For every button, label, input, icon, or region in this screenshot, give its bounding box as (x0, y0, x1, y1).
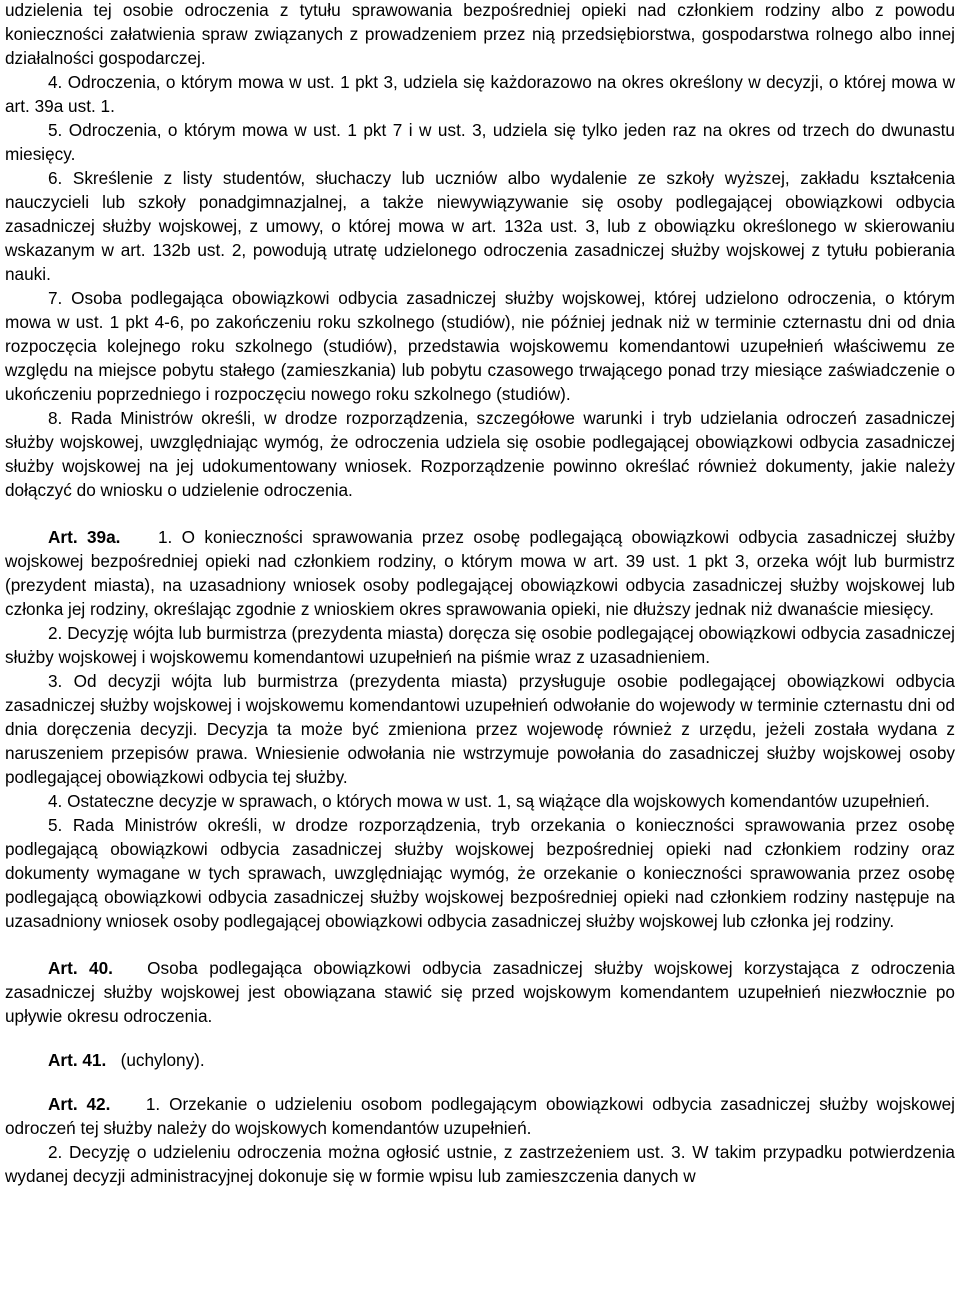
paragraph: 5. Rada Ministrów określi, w drodze rozporządzenia, tryb orzekania o konieczności sprawowania przez osobę podlegającą obowiązkowi odbycia zasadniczej służby wojskowej bezpośredniej opieki nad członkiem rodziny oraz dokumenty wymagane w tych sprawach, uwzględniając wymóg, że orzekanie o konieczności sprawowania przez osobę podlegającą obowiązkowi odbycia zasadniczej służby wojskowej bezpośredniej opieki nad członkiem rodziny następuje na uzasadniony wniosek osoby podlegającej obowiązkowi odbycia zasadniczej służby wojskowej lub członka jej rodziny. (5, 815, 955, 931)
paragraph: 3. Od decyzji wójta lub burmistrza (prezydenta miasta) przysługuje osobie podlegającej obowiązkowi odbycia zasadniczej służby wojskowej i wojskowemu komendantowi uzupełnień odwołanie do wojewody w terminie czternastu dni od dnia doręczenia decyzji. Decyzja ta może być zmieniona przez wojewodę również z urzędu, jeżeli została wydana z naruszeniem przepisów prawa. Wniesienie odwołania nie wstrzymuje powołania do zasadniczej służby wojskowej osoby podlegającej obowiązkowi odbycia tej służby. (5, 671, 955, 787)
article-40 (5, 956, 955, 1028)
article-40-heading: Art. 40. (48, 958, 113, 978)
paragraph: 6. Skreślenie z listy studentów, słuchaczy lub uczniów albo wydalenie ze szkoły wyższej, zakładu kształcenia nauczycieli lub szkoły ponadgimnazjalnej, a także niewywiązywanie się osoby podlegającej obowiązkowi odbycia zasadniczej służby wojskowej, z umowy, o której mowa w art. 132a ust. 3, lub z obowiązku określonego w skierowaniu wskazanym w art. 132b ust. 2, powodują utratę udzielonego odroczenia zasadniczej służby wojskowej z tytułu pobierania nauki. (5, 168, 955, 284)
article-39a-heading: Art. 39a. (48, 527, 121, 547)
paragraph: 5. Odroczenia, o którym mowa w ust. 1 pkt 7 i w ust. 3, udziela się tylko jeden raz na okres od trzech do dwunastu miesięcy. (5, 120, 955, 164)
paragraph: 2. Decyzję o udzieleniu odroczenia można ogłosić ustnie, z zastrzeżeniem ust. 3. W takim przypadku potwierdzenia wydanej decyzji administracyjnej dokonuje się w formie wpisu lub zamieszczenia danych w (5, 1142, 955, 1186)
paragraph: udzielenia tej osobie odroczenia z tytułu sprawowania bezpośredniej opieki nad członkiem rodziny albo z powodu konieczności załatwienia spraw związanych z prowadzeniem przez nią przedsiębiorstwa, gospodarstwa rolnego albo innej działalności gospodarczej. (5, 0, 955, 68)
paragraph: 4. Ostateczne decyzje w sprawach, o których mowa w ust. 1, są wiążące dla wojskowych komendantów uzupełnień. (48, 791, 930, 811)
article-39a-paragraph-1 (5, 525, 955, 621)
article-41 (5, 1048, 955, 1072)
article-text: 1. Orzekanie o udzieleniu osobom podlegającym obowiązkowi odbycia zasadniczej służby wojskowej odroczeń tej służby należy do wojskowych komendantów uzupełnień. (5, 1094, 955, 1138)
paragraph: 4. Odroczenia, o którym mowa w ust. 1 pkt 3, udziela się każdorazowo na okres określony w decyzji, o której mowa w art. 39a ust. 1. (5, 72, 955, 116)
paragraph: 2. Decyzję wójta lub burmistrza (prezydenta miasta) doręcza się osobie podlegającej obowiązkowi odbycia zasadniczej służby wojskowej i wojskowemu komendantowi uzupełnień na piśmie wraz z uzasadnieniem. (5, 623, 955, 667)
document-page (5, 0, 955, 1188)
article-text: (uchylony). (120, 1050, 205, 1070)
article-42-paragraph-1 (5, 1092, 955, 1140)
article-42-heading: Art. 42. (48, 1094, 111, 1114)
article-41-heading: Art. 41. (48, 1050, 107, 1070)
article-text: Osoba podlegająca obowiązkowi odbycia zasadniczej służby wojskowej korzystająca z odroczenia zasadniczej służby wojskowej jest obowiązana stawić się przed wojskowym komendantem uzupełnień niezwłocznie po upływie okresu odroczenia. (5, 958, 955, 1026)
paragraph: 8. Rada Ministrów określi, w drodze rozporządzenia, szczegółowe warunki i tryb udzielania odroczeń zasadniczej służby wojskowej, uwzględniając wymóg, że odroczenia udziela się osobie podlegającej obowiązkowi odbycia zasadniczej służby wojskowej na jej udokumentowany wniosek. Rozporządzenie powinno określać również dokumenty, jakie należy dołączyć do wniosku o udzielenie odroczenia. (5, 408, 955, 500)
paragraph: 7. Osoba podlegająca obowiązkowi odbycia zasadniczej służby wojskowej, której udzielono odroczenia, o którym mowa w ust. 1 pkt 4-6, po zakończeniu roku szkolnego (studiów), nie później jednak niż w terminie czternastu dni od dnia rozpoczęcia kolejnego roku szkolnego (studiów), przedstawia wojskowemu komendantowi uzupełnień właściwemu ze względu na miejsce pobytu stałego (zamieszkania) lub pobytu czasowego trwającego ponad trzy miesiące zaświadczenie o ukończeniu poprzedniego i rozpoczęciu nowego roku szkolnego (studiów). (5, 288, 955, 404)
article-text: 1. O konieczności sprawowania przez osobę podlegającą obowiązkowi odbycia zasadniczej służby wojskowej bezpośredniej opieki nad członkiem rodziny, o którym mowa w art. 39 ust. 1 pkt 3, orzeka wójt lub burmistrz (prezydent miasta), na uzasadniony wniosek osoby podlegającej obowiązkowi odbycia zasadniczej służby wojskowej lub członka jej rodziny, określając zgodnie z wnioskiem okres sprawowania opieki, nie dłuższy jednak niż dwanaście miesięcy. (5, 527, 955, 619)
